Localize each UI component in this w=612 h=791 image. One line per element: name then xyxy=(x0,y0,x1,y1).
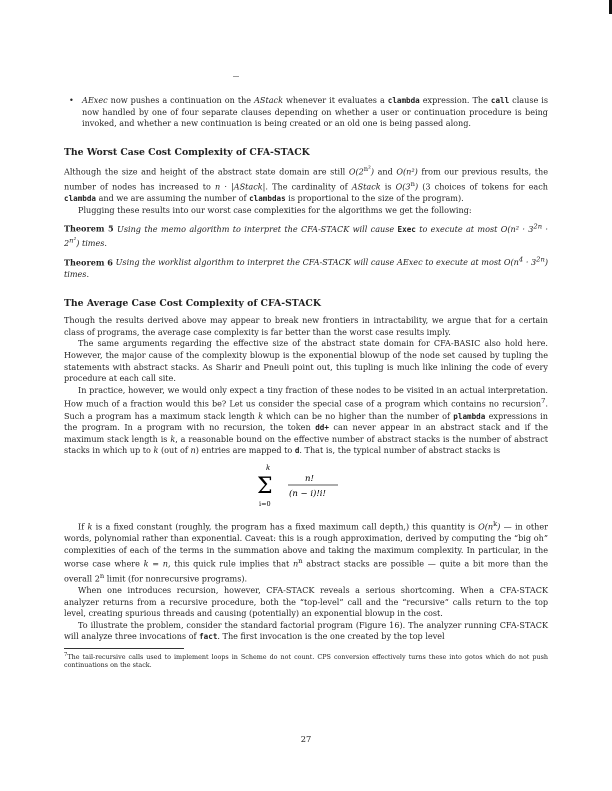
sigma-symbol: Σ xyxy=(257,473,273,499)
page-content xyxy=(64,95,548,670)
section-heading-worst-case: The Worst Case Cost Complexity of CFA-STACK xyxy=(64,146,310,158)
summation-svg xyxy=(254,461,364,513)
footnote-mark: 7 xyxy=(64,651,68,658)
summation-formula xyxy=(64,461,548,513)
average-case-intro: Though the results derived above may appear to break new frontiers in intractability, we argue that for a certain class of programs, the average case complexity is far better than the worst case results imply. xyxy=(64,315,548,337)
recursion-paragraph: When one introduces recursion, however, CFA-STACK reveals a serious shortcoming. When a CFA-STACK analyzer returns from a recursive procedure, both the “top-level” call and the “recursive” calls return to the top level, creating spurious threads and causing (potentially) an exponential blowup in the cost. xyxy=(64,585,548,619)
same-arguments-paragraph: The same arguments regarding the effective size of the abstract state domain for CFA-BASIC also hold here. However, the major cause of the complexity blowup is the exponential blowup of the node set caused by tupling the statements with abstract stacks. As Sharir and Pneuli point out, this tupling is much like inlining the code of every procedure at each call site. xyxy=(64,338,548,384)
page-number: 27 xyxy=(300,734,312,744)
plugging-paragraph: Plugging these results into our worst case complexities for the algorithms we get the following: xyxy=(78,204,472,215)
scan-artifact xyxy=(233,76,239,77)
bullet-item: • AExec now pushes a continuation on the AStack whenever it evaluates a clambda expression. The call clause is now handled by one of four separate clauses depending on whether a user or continuation procedure is being invoked, and whether a new continuation is being created or an old one is being passed along. xyxy=(69,95,548,129)
footnote-divider xyxy=(64,648,184,649)
footnote xyxy=(64,651,548,670)
bullet-marker: • xyxy=(69,95,74,105)
worst-case-paragraph: Although the size and height of the abstract state domain are still $O(2^{n^2})$ and O(n²) from our previous results, the number of nodes has increased to n · |AStack|. The cardinality of AStack is O(3$^n$) (3 choices of tokens for each clambda and we are assuming the number of clambdas is proportional to the size of the program). xyxy=(64,165,548,203)
fraction-denominator: (n − i)!i! xyxy=(289,488,326,499)
sum-upper-limit: k xyxy=(266,463,271,472)
code-call: call xyxy=(490,96,510,105)
code-clambda: clambda xyxy=(387,96,420,105)
fixed-constant-paragraph: If k is a fixed constant (roughly, the program has a fixed maximum call depth,) this quantity is $O(n^k)$ — in other words, polynomial rather than exponential. Caveat: this is a rough approximation, derived by computing the “big oh” complexities of each of the terms in the summation above and taking the maximum complexity. In particular, in the worse case where k = n, this quick rule implies that $n^n$ abstract stacks are possible — quite a bit more than the overall 2$^n$ limit (for nonrecursive programs). xyxy=(64,519,548,584)
theorem-6: Theorem 6 Using the worklist algorithm to interpret the CFA-STACK will cause AExec to execute at most $O(n^4 \cdot 3^{2n})$ times. xyxy=(64,255,548,279)
factorial-paragraph: To illustrate the problem, consider the standard factorial program (Figure 16). The analyzer running CFA-STACK will analyze three invocations of fact. The first invocation is the one created by the top level xyxy=(64,619,548,642)
in-practice-paragraph: In practice, however, we would only expect a tiny fraction of these nodes to be visited in an actual interpretation. How much of a fraction would this be? Let us consider the special case of a program which contains no recursion$^7$. Such a program has a maximum stack length k which can be no higher than the number of plambda expressions in the program. In a program with no recursion, the token dd+ can never appear in an abstract stack and if the maximum stack length is k, a reasonable bound on the effective number of abstract stacks is the number of abstract stacks in which up to k (out of n) entries are mapped to d. That is, the typical number of abstract stacks is xyxy=(64,384,549,456)
sum-lower-limit: i=0 xyxy=(259,499,271,508)
fraction-numerator: n! xyxy=(305,473,314,484)
math-astack: AStack xyxy=(254,95,283,105)
theorem-5: Theorem 5 Using the memo algorithm to interpret the CFA-STACK will cause Exec to execute at most $O(n^2 \cdot 3^{2n} \cdot 2^{n^2})$ times. xyxy=(64,222,548,249)
footnote-text: The tail-recursive calls used to implement loops in Scheme do not count. CPS conversion effectively turns these into gotos which do not push continuations on the stack. xyxy=(64,653,548,670)
section-heading-average-case: The Average Case Cost Complexity of CFA-STACK xyxy=(64,297,321,309)
math-aexec: AExec xyxy=(82,95,108,105)
footnote-ref: 7 xyxy=(541,397,546,406)
